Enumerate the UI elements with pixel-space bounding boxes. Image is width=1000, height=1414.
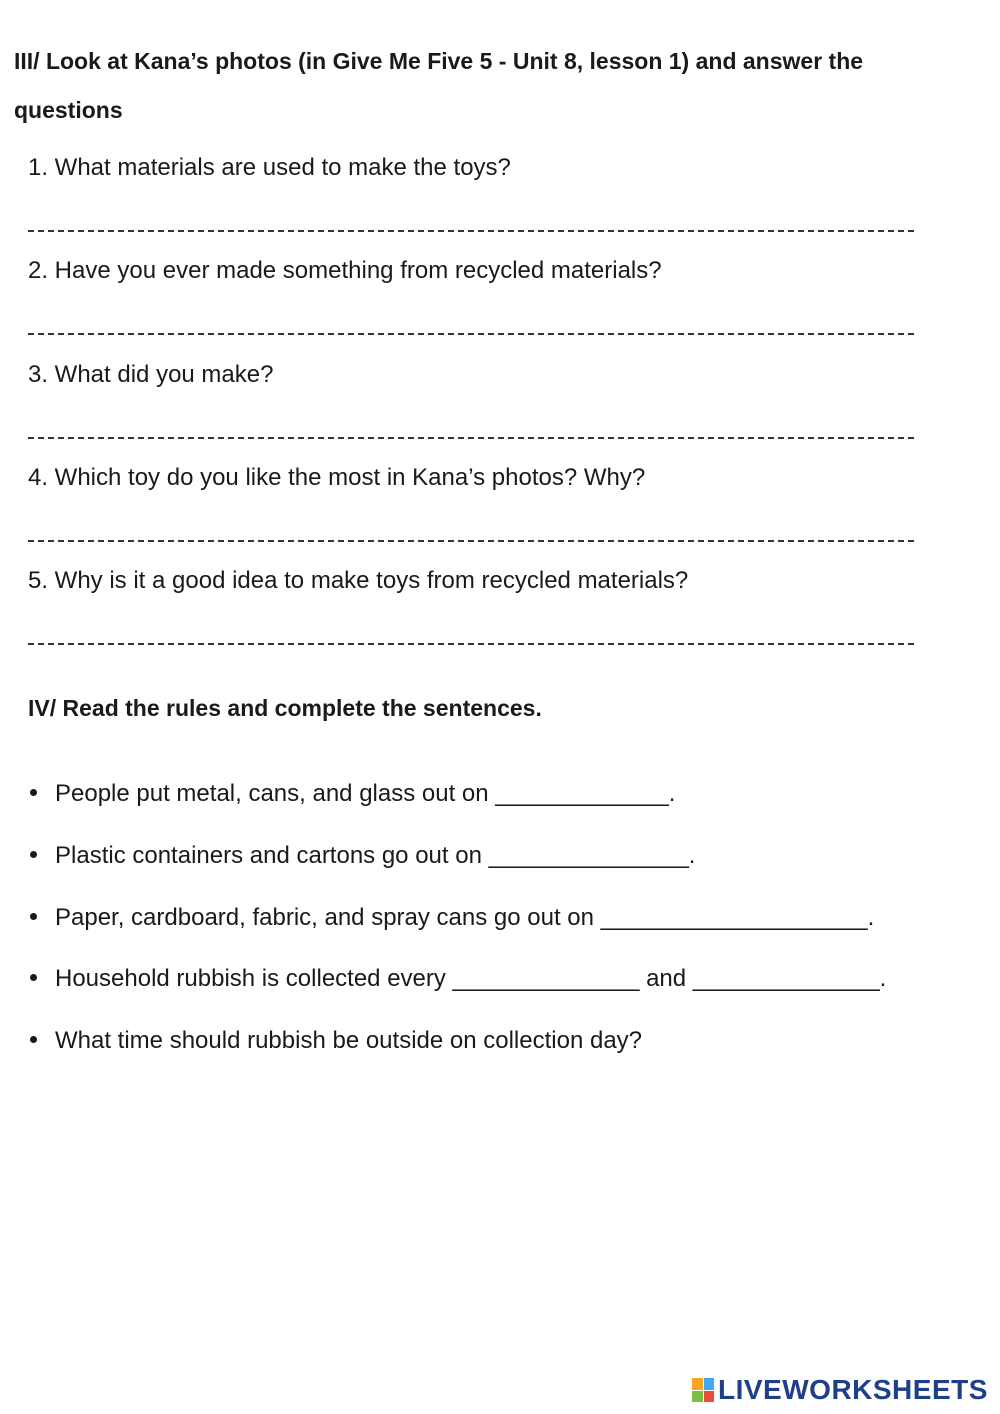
list-item xyxy=(30,965,886,993)
question-1: 1. What materials are used to make the toys? xyxy=(28,154,511,181)
bullet-dot xyxy=(30,851,37,858)
list-item-text: People put metal, cans, and glass out on _____________. xyxy=(55,780,676,807)
question-3: 3. What did you make? xyxy=(28,361,274,388)
list-item-text: Plastic containers and cartons go out on _______________. xyxy=(55,842,696,869)
question-4: 4. Which toy do you like the most in Kana’s photos? Why? xyxy=(28,464,646,491)
bullet-dot xyxy=(30,974,37,981)
list-item xyxy=(30,904,874,932)
list-item-text: Paper, cardboard, fabric, and spray cans go out on ____________________. xyxy=(55,904,875,931)
bullet-dot xyxy=(30,913,37,920)
question-2: 2. Have you ever made something from recycled materials? xyxy=(28,257,662,284)
logo-text: LIVEWORKSHEETS xyxy=(718,1374,988,1405)
answer-line-3[interactable] xyxy=(28,437,914,439)
question-5: 5. Why is it a good idea to make toys from recycled materials? xyxy=(28,567,689,594)
answer-line-2[interactable] xyxy=(28,333,914,335)
list-item xyxy=(30,842,695,870)
answer-line-1[interactable] xyxy=(28,230,914,232)
answer-line-4[interactable] xyxy=(28,540,914,542)
list-item-text: Household rubbish is collected every ______________ and ______________. xyxy=(55,965,887,992)
liveworksheets-logo xyxy=(692,1374,988,1406)
list-item-text: What time should rubbish be outside on collection day? xyxy=(55,1027,643,1054)
liveworksheets-icon xyxy=(692,1378,714,1402)
section-4-heading: IV/ Read the rules and complete the sentences. xyxy=(28,695,542,721)
answer-line-5[interactable] xyxy=(28,643,914,645)
section-3-heading: III/ Look at Kana’s photos (in Give Me Five 5 - Unit 8, lesson 1) and answer the questions xyxy=(14,48,864,123)
bullet-dot xyxy=(30,789,37,796)
list-item xyxy=(30,780,675,808)
list-item xyxy=(30,1027,642,1055)
bullet-dot xyxy=(30,1036,37,1043)
